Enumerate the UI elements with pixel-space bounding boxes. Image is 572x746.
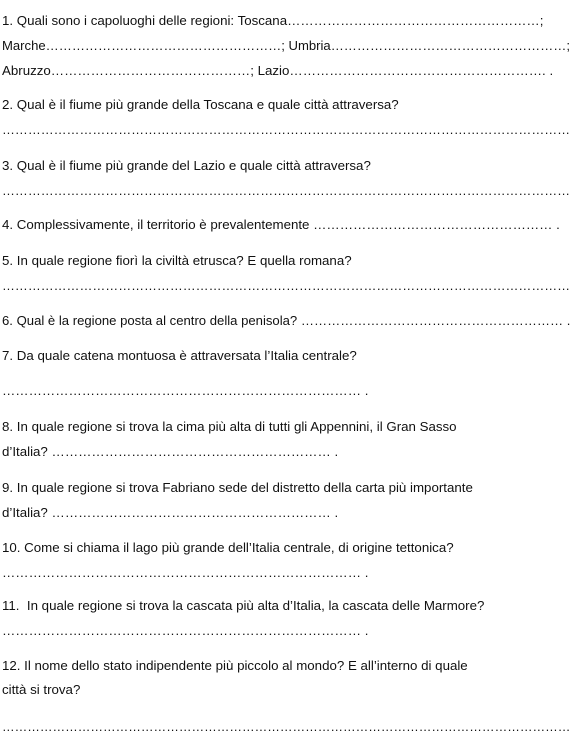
question-10: 10. Come si chiama il lago più grande dell’Italia centrale, di origine tettonica?	[2, 540, 454, 555]
question-2: 2. Qual è il fiume più grande della Toscana e quale città attraversa?	[2, 97, 399, 112]
question-1-line-3: Abruzzo………………………………………; Lazio…………………………………………………. .	[2, 63, 554, 78]
question-8-line-1: 8. In quale regione si trova la cima più alta di tutti gli Appennini, il Gran Sasso	[2, 419, 457, 434]
question-12-line-1: 12. Il nome dello stato indipendente più piccolo al mondo? E all’interno di quale	[2, 658, 468, 673]
question-5: 5. In quale regione fiorì la civiltà etrusca? E quella romana?	[2, 253, 352, 268]
question-12-line-2: città si trova?	[2, 682, 81, 697]
answer-line-10: ……………………………………………………………………… .	[2, 565, 369, 580]
question-7: 7. Da quale catena montuosa è attraversata l’Italia centrale?	[2, 348, 357, 363]
question-4: 4. Complessivamente, il territorio è prevalentemente ……………………………………………… .	[2, 217, 560, 232]
question-3: 3. Qual è il fiume più grande del Lazio e quale città attraversa?	[2, 158, 371, 173]
question-6: 6. Qual è la regione posta al centro della penisola? …………………………………………………… .	[2, 313, 571, 328]
answer-line-2: ……………………………………………………………………………………………………………………	[2, 122, 571, 137]
question-1-line-1: 1. Quali sono i capoluoghi delle regioni: Toscana…………………………………………………;	[2, 13, 544, 28]
question-9-line-1: 9. In quale regione si trova Fabriano sede del distretto della carta più importante	[2, 480, 473, 495]
question-11: 11. In quale regione si trova la cascata più alta d’Italia, la cascata delle Marmore?	[2, 598, 485, 613]
answer-line-11: ……………………………………………………………………… .	[2, 623, 369, 638]
question-1-line-2: Marche………………………………………………; Umbria………………………………………………;	[2, 38, 570, 53]
answer-line-12: ………………………………………………………………………………………………………………………	[2, 719, 571, 734]
question-8-line-2: d’Italia? ……………………………………………………… .	[2, 444, 339, 459]
question-9-line-2: d’Italia? ……………………………………………………… .	[2, 505, 339, 520]
answer-line-5: ……………………………………………………………………………………………………………………	[2, 278, 571, 293]
answer-line-3: ……………………………………………………………………………………………………………………	[2, 183, 571, 198]
answer-line-7: ……………………………………………………………………… .	[2, 383, 369, 398]
